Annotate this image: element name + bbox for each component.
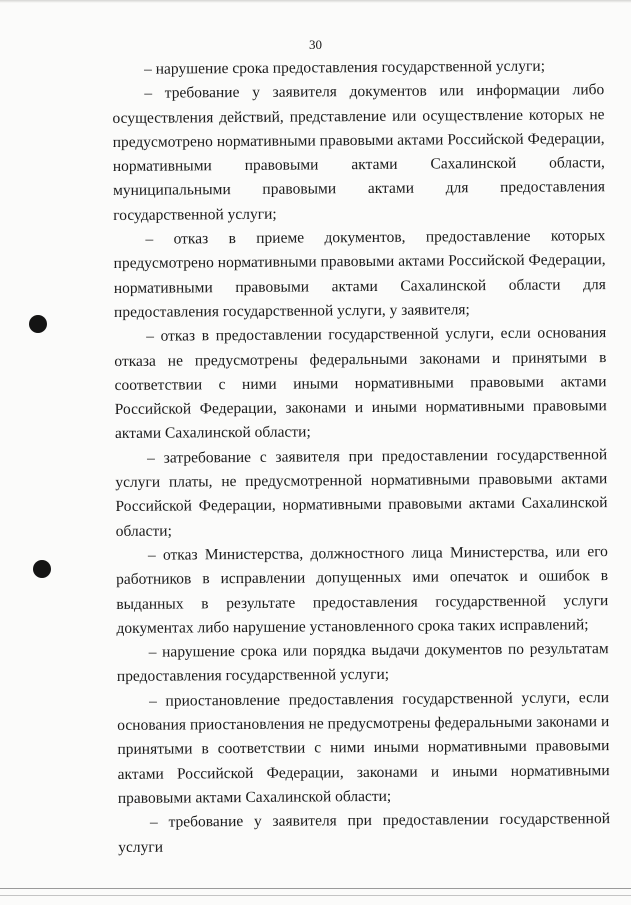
document-body	[112, 54, 610, 860]
punch-hole-bottom	[33, 560, 51, 578]
paragraph-6: – отказ Министерства, должностного лица Министерства, или его работников в исправлении допущенных ими опечаток и ошибок в выданных в результате предоставления государственной услуги документах либо нарушение установленного срока таких исправлений;	[116, 543, 609, 637]
paragraph-9: – требование у заявителя при предоставлении государственной услуги	[118, 810, 611, 856]
paragraph-8: – приостановление предоставления государственной услуги, если основания приостановления не предусмотрены федеральными законами и принятыми в соответствии с ними иными нормативными правовыми актами Российской Федерации, законами и иными нормативными правовыми актами Сахалинской области;	[117, 688, 610, 807]
paragraph-7: – нарушение срока или порядка выдачи документов по результатам предоставления государственной услуги;	[116, 640, 609, 686]
paragraph-2: – требование у заявителя документов или информации либо осуществления действий, представление или осуществление которых не предусмотрено нормативными правовыми актами Российской Федерации, нормативными правовыми актами Сахалинской области, муниципальными правовыми актами для предоставления государственной услуги;	[112, 81, 606, 224]
scan-bottom-line	[0, 888, 631, 889]
paragraph-4: – отказ в предоставлении государственной услуги, если основания отказа не предусмотрены федеральными законами и принятыми в соответствии с ними иными нормативными правовыми актами Российской Федерации, законами и иными нормативными правовыми актами Сахалинской области;	[114, 324, 607, 443]
paragraph-3: – отказ в приеме документов, предоставление которых предусмотрено нормативными правовыми актами Российской Федерации, нормативными правовыми актами Сахалинской области для предоставления государственной услуги, у заявителя;	[113, 227, 606, 321]
paragraph-5: – затребование с заявителя при предоставлении государственной услуги платы, не предусмотренной нормативными правовыми актами Российской Федерации, нормативными правовыми актами Сахалинской области;	[115, 445, 608, 540]
punch-hole-top	[29, 315, 47, 333]
paragraph-1: – нарушение срока предоставления государственной услуги;	[144, 57, 546, 78]
page-number: 30	[309, 37, 322, 52]
scan-bottom-line-faint	[0, 895, 631, 896]
scan-top-edge	[0, 0, 631, 3]
